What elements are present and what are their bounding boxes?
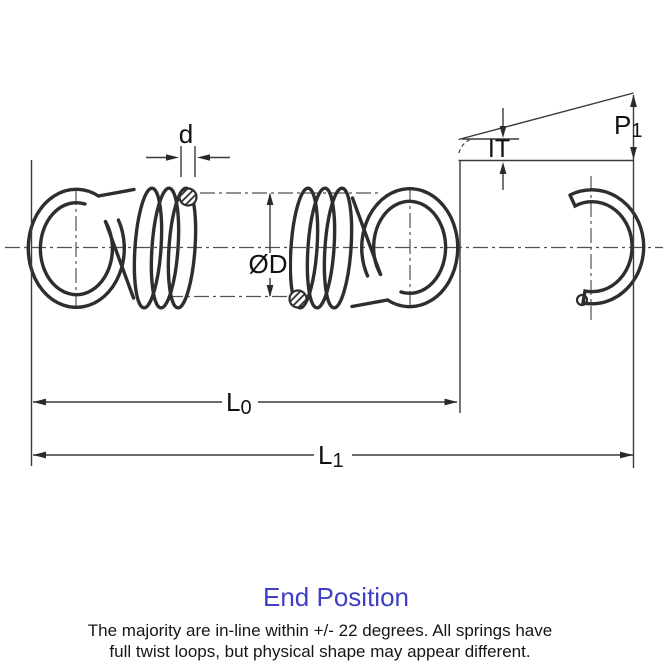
l0-arrowhead-right bbox=[445, 399, 458, 406]
p1-arrowhead-up bbox=[630, 95, 637, 108]
hook-to-coil-transition bbox=[99, 190, 135, 197]
od-arrowhead-up bbox=[267, 193, 274, 205]
dimensions bbox=[32, 93, 637, 468]
l1-arrowhead-right bbox=[620, 452, 633, 459]
dimension-labels bbox=[179, 110, 643, 472]
initial-tension-label: IT bbox=[487, 135, 511, 163]
load-p1-label bbox=[614, 110, 642, 142]
load-label-main: P bbox=[614, 110, 632, 140]
extended-length-label-main: L bbox=[318, 440, 333, 470]
l0-arrowhead-left bbox=[33, 399, 46, 406]
diameter-label: ØD bbox=[248, 249, 288, 279]
extended-length-label-subscript: 1 bbox=[332, 450, 344, 472]
it-arrowhead-up bbox=[500, 162, 507, 174]
free-length-label-subscript: 0 bbox=[240, 397, 252, 419]
end-view-loop bbox=[570, 190, 644, 304]
od-arrowhead-down bbox=[267, 285, 274, 297]
wire-diameter-label: d bbox=[178, 119, 194, 149]
d-arrowhead-left bbox=[197, 154, 210, 161]
free-length-label-main: L bbox=[226, 387, 241, 417]
end-position-heading: End Position bbox=[263, 582, 409, 612]
l1-arrowhead-left bbox=[33, 452, 46, 459]
wire-cross-section bbox=[180, 189, 197, 206]
dashed-transition bbox=[459, 140, 470, 154]
caption-line-1: The majority are in-line within +/- 22 degrees. All springs have bbox=[87, 621, 553, 640]
load-label-subscript: 1 bbox=[631, 120, 643, 142]
caption-line-2: full twist loops, but physical shape may appear different. bbox=[109, 642, 531, 661]
d-arrowhead-right bbox=[166, 154, 179, 161]
extended-length-slope-line bbox=[459, 93, 634, 140]
p1-arrowhead-down bbox=[630, 147, 637, 160]
